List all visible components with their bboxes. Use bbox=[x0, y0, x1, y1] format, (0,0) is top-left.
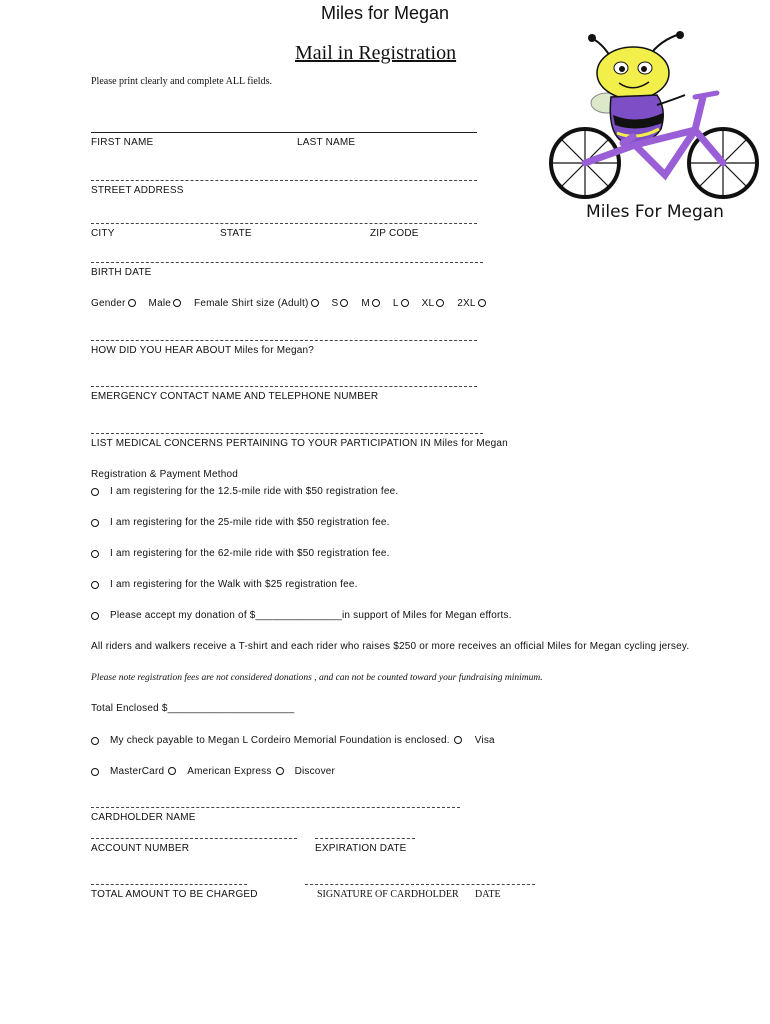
payment-heading: Registration & Payment Method bbox=[91, 469, 238, 480]
male-radio[interactable] bbox=[173, 299, 181, 307]
hear-about-line[interactable] bbox=[91, 340, 477, 341]
name-line[interactable] bbox=[91, 132, 477, 133]
page-title: Miles for Megan bbox=[320, 3, 450, 23]
size-xl-radio[interactable] bbox=[436, 299, 444, 307]
street-address-label: STREET ADDRESS bbox=[91, 185, 184, 196]
account-number-line[interactable] bbox=[91, 838, 297, 839]
form-subtitle: Mail in Registration bbox=[295, 42, 457, 64]
size-l-label: L bbox=[392, 298, 399, 309]
instructions: Please print clearly and complete ALL fields. bbox=[91, 76, 272, 87]
female-shirt-label: Female Shirt size (Adult) bbox=[194, 298, 309, 309]
option-25-mile-radio[interactable] bbox=[91, 519, 99, 527]
option-donation-radio[interactable] bbox=[91, 612, 99, 620]
cardholder-line[interactable] bbox=[91, 807, 460, 808]
option-25-mile-label: I am registering for the 25-mile ride with $50 registration fee. bbox=[110, 517, 390, 528]
option-walk-label: I am registering for the Walk with $25 registration fee. bbox=[110, 579, 358, 590]
size-2xl-label: 2XL bbox=[457, 298, 476, 309]
date-label: DATE bbox=[475, 889, 501, 900]
amex-radio[interactable] bbox=[168, 767, 176, 775]
amex-label: American Express bbox=[187, 766, 272, 777]
option-12-5-mile-label: I am registering for the 12.5-mile ride with $50 registration fee. bbox=[110, 486, 399, 497]
discover-label: Discover bbox=[294, 766, 336, 777]
female-radio[interactable] bbox=[311, 299, 319, 307]
option-62-mile-label: I am registering for the 62-mile ride with $50 registration fee. bbox=[110, 548, 390, 559]
size-m-label: M bbox=[361, 298, 370, 309]
option-donation-label: Please accept my donation of $_______________in support of Miles for Megan efforts. bbox=[110, 610, 512, 621]
size-l-radio[interactable] bbox=[401, 299, 409, 307]
state-label: STATE bbox=[220, 228, 252, 239]
account-number-label: ACCOUNT NUMBER bbox=[91, 843, 190, 854]
emergency-label: EMERGENCY CONTACT NAME AND TELEPHONE NUMBER bbox=[91, 391, 379, 402]
fee-note: Please note registration fees are not considered donations , and can not be counted toward your fundraising minimum. bbox=[91, 673, 543, 683]
option-12-5-mile-radio[interactable] bbox=[91, 488, 99, 496]
birth-date-label: BIRTH DATE bbox=[91, 267, 152, 278]
size-xl-label: XL bbox=[421, 298, 435, 309]
tshirt-note: All riders and walkers receive a T-shirt and each rider who raises $250 or more receives an official Miles for Megan cycling jersey. bbox=[91, 641, 690, 652]
medical-line[interactable] bbox=[91, 433, 483, 434]
street-line[interactable] bbox=[91, 180, 477, 181]
size-2xl-radio[interactable] bbox=[478, 299, 486, 307]
gender-radio[interactable] bbox=[128, 299, 136, 307]
check-label: My check payable to Megan L Cordeiro Memorial Foundation is enclosed. bbox=[110, 735, 450, 746]
mastercard-label: MasterCard bbox=[110, 766, 165, 777]
medical-label: LIST MEDICAL CONCERNS PERTAINING TO YOUR PARTICIPATION IN Miles for Megan bbox=[91, 438, 508, 449]
option-62-mile-radio[interactable] bbox=[91, 550, 99, 558]
gender-label: Gender bbox=[91, 298, 126, 309]
zip-label: ZIP CODE bbox=[370, 228, 419, 239]
size-s-radio[interactable] bbox=[340, 299, 348, 307]
logo-text: Miles For Megan bbox=[586, 202, 724, 222]
option-walk-radio[interactable] bbox=[91, 581, 99, 589]
card-type-row bbox=[110, 766, 335, 777]
size-s-label: S bbox=[331, 298, 339, 309]
emergency-line[interactable] bbox=[91, 386, 477, 387]
expiration-date-label: EXPIRATION DATE bbox=[315, 843, 407, 854]
discover-radio[interactable] bbox=[276, 767, 284, 775]
city-label: CITY bbox=[91, 228, 115, 239]
signature-label: SIGNATURE OF CARDHOLDER bbox=[317, 889, 459, 900]
size-m-radio[interactable] bbox=[372, 299, 380, 307]
expiration-line[interactable] bbox=[315, 838, 415, 839]
total-charged-label: TOTAL AMOUNT TO BE CHARGED bbox=[91, 889, 258, 900]
signature-line[interactable] bbox=[305, 884, 535, 885]
gender-shirt-row bbox=[91, 298, 488, 309]
cardholder-name-label: CARDHOLDER NAME bbox=[91, 812, 196, 823]
total-enclosed[interactable]: Total Enclosed $______________________ bbox=[91, 703, 295, 714]
city-state-zip-line[interactable] bbox=[91, 223, 477, 224]
check-row bbox=[110, 735, 495, 746]
visa-radio[interactable] bbox=[454, 736, 462, 744]
first-name-label: FIRST NAME bbox=[91, 137, 154, 148]
mastercard-radio[interactable] bbox=[91, 768, 99, 776]
male-label: Male bbox=[148, 298, 172, 309]
last-name-label: LAST NAME bbox=[297, 137, 356, 148]
bee-on-bike-logo bbox=[545, 25, 765, 225]
check-radio[interactable] bbox=[91, 737, 99, 745]
total-charged-line[interactable] bbox=[91, 884, 247, 885]
birth-date-line[interactable] bbox=[91, 262, 483, 263]
hear-about-label: HOW DID YOU HEAR ABOUT Miles for Megan? bbox=[91, 345, 315, 356]
visa-label: Visa bbox=[474, 735, 495, 746]
